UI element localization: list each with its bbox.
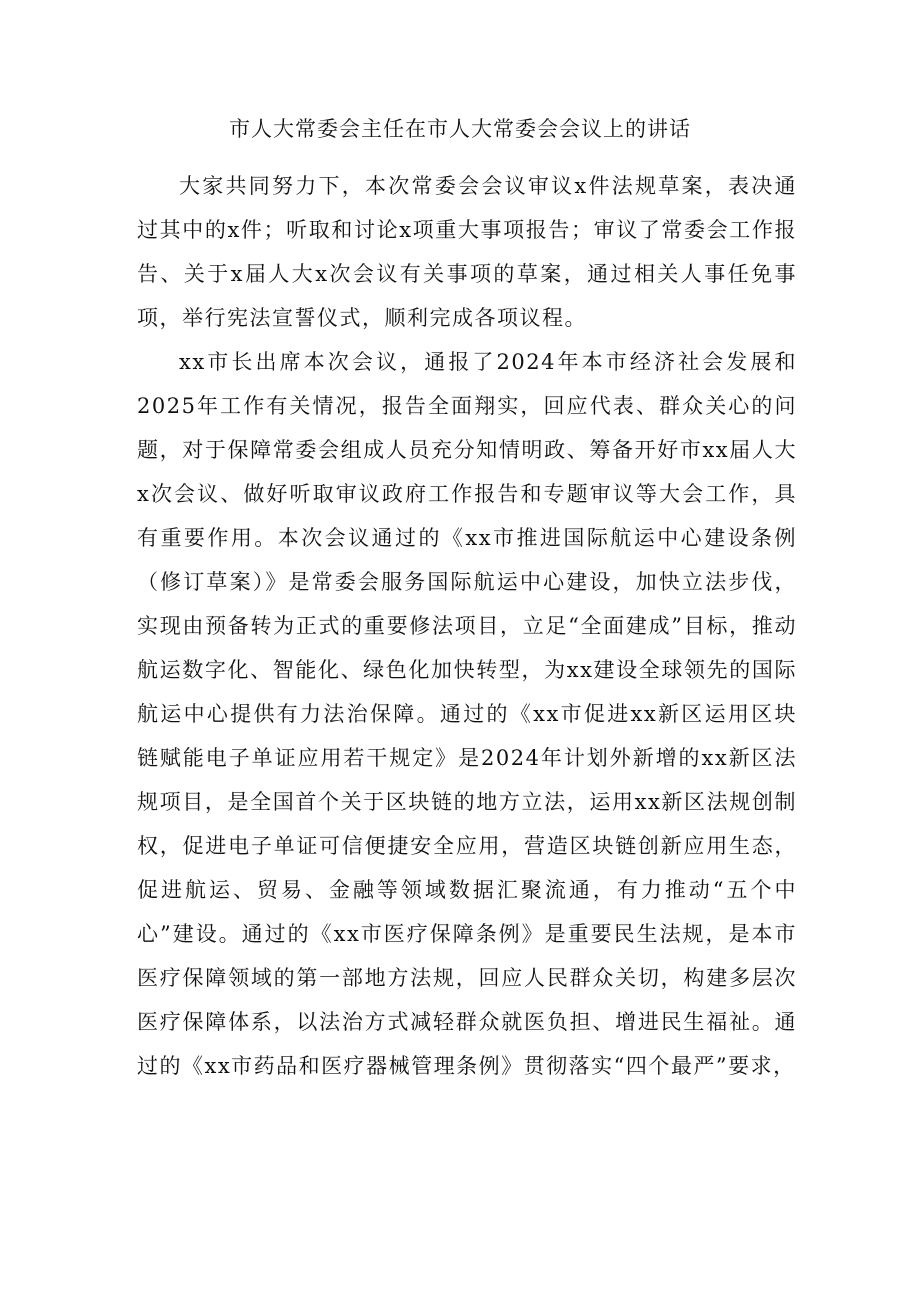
paragraph-2: xx市长出席本次会议，通报了2024年本市经济社会发展和2025年工作有关情况，报告全面翔实，回应代表、群众关心的问题，对于保障常委会组成人员充分知情明政、筹备开好市xx届人大x次会议、做好听取审议政府工作报告和专题审议等大会工作，具有重要作用。本次会议通过的《xx市推进国际航运中心建设条例（修订草案）》是常委会服务国际航运中心建设，加快立法步伐，实现由预备转为正式的重要修法项目，立足“全面建成”目标，推动航运数字化、智能化、绿色化加快转型，为xx建设全球领先的国际航运中心提供有力法治保障。通过的《xx市促进xx新区运用区块链赋能电子单证应用若干规定》是2024年计划外新增的xx新区法规项目，是全国首个关于区块链的地方立法，运用xx新区法规创制权，促进电子单证可信便捷安全应用，营造区块链创新应用生态，促进航运、贸易、金融等领域数据汇聚流通，有力推动“五个中心”建设。通过的《xx市医疗保障条例》是重要民生法规，是本市医疗保障领域的第一部地方法规，回应人民群众关切，构建多层次医疗保障体系，以法治方式减轻群众就医负担、增进民生福祉。通过的《xx市药品和医疗器械管理条例》贯彻落实“四个最严”要求， — [137, 350, 797, 1078]
document-body — [137, 164, 797, 1088]
paragraph-1: 大家共同努力下，本次常委会会议审议x件法规草案，表决通过其中的x件；听取和讨论x项重大事项报告；审议了常委会工作报告、关于x届人大x次会议有关事项的草案，通过相关人事任免事项，举行宪法宣誓仪式，顺利完成各项议程。 — [137, 174, 797, 330]
document-title: 市人大常委会主任在市人大常委会会议上的讲话 — [229, 117, 691, 141]
